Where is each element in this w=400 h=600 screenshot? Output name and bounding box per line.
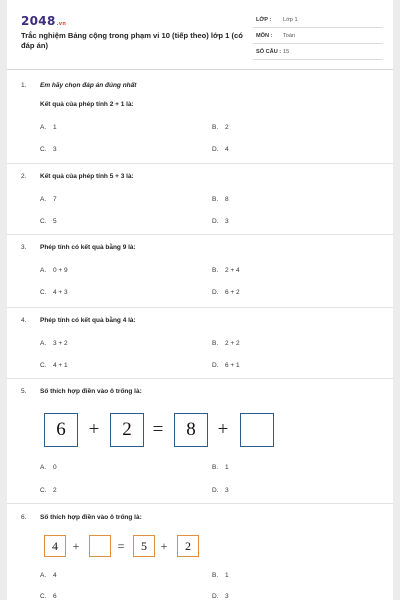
option-b[interactable] <box>212 572 229 579</box>
option-letter: B. <box>212 572 219 579</box>
option-letter: B. <box>212 124 219 131</box>
worksheet-page <box>7 0 393 600</box>
option-text: 4 <box>53 572 57 579</box>
option-b[interactable] <box>212 124 229 131</box>
option-letter: C. <box>40 289 47 296</box>
question-divider <box>7 307 393 308</box>
header-divider <box>7 69 393 70</box>
document-header <box>7 0 393 62</box>
option-c[interactable] <box>40 593 57 600</box>
option-letter: C. <box>40 593 47 600</box>
option-text: 1 <box>53 124 57 131</box>
option-c[interactable] <box>40 362 68 369</box>
option-d[interactable] <box>212 218 229 225</box>
option-text: 2 <box>53 487 57 494</box>
number-box: 8 <box>174 413 208 447</box>
option-letter: C. <box>40 487 47 494</box>
question-text: Kết quả của phép tính 2 + 1 là: <box>40 101 134 108</box>
option-a[interactable] <box>40 464 57 471</box>
option-letter: A. <box>40 196 47 203</box>
question-number: 3. <box>21 244 27 251</box>
option-text: 6 + 1 <box>225 362 240 369</box>
site-logo[interactable] <box>21 14 66 28</box>
plus-sign: + <box>160 538 168 553</box>
option-text: 4 + 3 <box>53 289 68 296</box>
option-letter: D. <box>212 362 219 369</box>
instruction-text: Em hãy chọn đáp án đúng nhất <box>40 82 137 89</box>
blank-answer-box[interactable] <box>89 535 111 557</box>
option-text: 3 + 2 <box>53 340 68 347</box>
option-text: 1 <box>225 572 229 579</box>
number-box: 4 <box>44 535 66 557</box>
meta-label: LỚP : <box>256 17 272 23</box>
number-box: 5 <box>133 535 155 557</box>
option-text: 0 + 9 <box>53 267 68 274</box>
question-divider <box>7 503 393 504</box>
equals-sign: = <box>117 538 125 553</box>
logo-text: 2048 <box>21 14 56 28</box>
document-meta <box>253 14 383 62</box>
number-box: 2 <box>177 535 199 557</box>
option-text: 4 + 1 <box>53 362 68 369</box>
question-divider <box>7 234 393 235</box>
option-a[interactable] <box>40 196 57 203</box>
question-divider <box>7 163 393 164</box>
option-text: 2 <box>225 124 229 131</box>
option-letter: B. <box>212 464 219 471</box>
question-number: 1. <box>21 82 27 89</box>
option-b[interactable] <box>212 464 229 471</box>
document-title: Trắc nghiệm Bảng cộng trong phạm vi 10 (tiếp theo) lớp 1 (có đáp án) <box>21 31 243 50</box>
option-letter: D. <box>212 487 219 494</box>
option-text: 2 + 4 <box>225 267 240 274</box>
option-a[interactable] <box>40 124 57 131</box>
option-letter: C. <box>40 218 47 225</box>
option-letter: A. <box>40 124 47 131</box>
question-divider <box>7 378 393 379</box>
plus-sign: + <box>88 419 100 440</box>
option-letter: C. <box>40 146 47 153</box>
option-letter: A. <box>40 464 47 471</box>
question-number: 6. <box>21 514 27 521</box>
option-text: 3 <box>53 146 57 153</box>
option-c[interactable] <box>40 487 57 494</box>
option-letter: C. <box>40 362 47 369</box>
option-letter: B. <box>212 267 219 274</box>
option-c[interactable] <box>40 289 68 296</box>
option-c[interactable] <box>40 218 57 225</box>
meta-row-subject <box>253 30 383 44</box>
option-text: 6 <box>53 593 57 600</box>
option-d[interactable] <box>212 362 240 369</box>
option-text: 3 <box>225 593 229 600</box>
option-letter: B. <box>212 196 219 203</box>
option-text: 3 <box>225 218 229 225</box>
question-number: 2. <box>21 173 27 180</box>
option-a[interactable] <box>40 267 68 274</box>
option-a[interactable] <box>40 572 57 579</box>
option-text: 0 <box>53 464 57 471</box>
option-letter: D. <box>212 218 219 225</box>
question-number: 4. <box>21 317 27 324</box>
option-text: 5 <box>53 218 57 225</box>
option-letter: B. <box>212 340 219 347</box>
option-a[interactable] <box>40 340 68 347</box>
meta-row-count <box>253 46 383 60</box>
meta-value: Toán <box>283 33 296 39</box>
option-d[interactable] <box>212 146 229 153</box>
meta-value: Lớp 1 <box>283 17 298 23</box>
option-text: 2 + 2 <box>225 340 240 347</box>
option-text: 8 <box>225 196 229 203</box>
option-d[interactable] <box>212 289 240 296</box>
question-text: Phép tính có kết quả bằng 4 là: <box>40 317 136 324</box>
option-letter: D. <box>212 289 219 296</box>
option-b[interactable] <box>212 267 240 274</box>
option-letter: A. <box>40 572 47 579</box>
option-text: 4 <box>225 146 229 153</box>
option-c[interactable] <box>40 146 57 153</box>
option-text: 6 + 2 <box>225 289 240 296</box>
blank-answer-box[interactable] <box>240 413 274 447</box>
logo-domain: .vn <box>56 21 67 27</box>
question-text: Kết quả của phép tính 5 + 3 là: <box>40 173 134 180</box>
option-letter: D. <box>212 146 219 153</box>
option-text: 1 <box>225 464 229 471</box>
option-letter: D. <box>212 593 219 600</box>
question-number: 5. <box>21 388 27 395</box>
plus-sign: + <box>72 538 80 553</box>
option-text: 7 <box>53 196 57 203</box>
number-box: 2 <box>110 413 144 447</box>
plus-sign: + <box>217 419 229 440</box>
meta-value: 15 <box>283 49 290 55</box>
question-text: Phép tính có kết quả bằng 9 là: <box>40 244 136 251</box>
option-b[interactable] <box>212 196 229 203</box>
equals-sign: = <box>152 419 164 440</box>
option-d[interactable] <box>212 593 229 600</box>
option-b[interactable] <box>212 340 240 347</box>
number-box: 6 <box>44 413 78 447</box>
option-text: 3 <box>225 487 229 494</box>
meta-label: SỐ CÂU : <box>256 49 282 55</box>
option-d[interactable] <box>212 487 229 494</box>
question-text: Số thích hợp điền vào ô trống là: <box>40 514 142 521</box>
question-text: Số thích hợp điền vào ô trống là: <box>40 388 142 395</box>
meta-label: MÔN : <box>256 33 273 39</box>
option-letter: A. <box>40 267 47 274</box>
meta-row-grade <box>253 14 383 28</box>
option-letter: A. <box>40 340 47 347</box>
